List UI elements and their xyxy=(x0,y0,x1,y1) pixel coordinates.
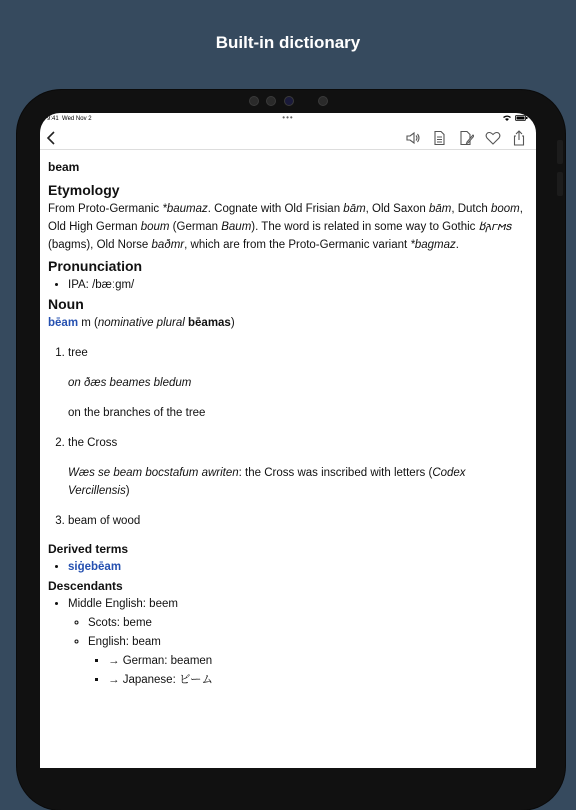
example-quote: on ðæs beames bledum xyxy=(68,377,192,389)
pronunciation-list xyxy=(48,276,528,295)
descendant-item: ▪ → German: beamen xyxy=(108,652,528,671)
navigation-bar xyxy=(40,127,536,150)
example-quote: Wæs se beam bocstafum awriten: the Cross was inscribed with letters (Codex Vercillensis) xyxy=(68,467,466,497)
definition-item xyxy=(68,512,528,530)
app-screen xyxy=(40,113,536,768)
derived-heading: Derived terms xyxy=(48,542,129,556)
headword-line: bēam m (nominative plural bēamas) xyxy=(48,317,235,329)
status-time xyxy=(47,116,92,122)
heart-icon[interactable] xyxy=(485,130,501,146)
share-icon[interactable] xyxy=(511,130,527,146)
headword-link[interactable]: bēam xyxy=(48,317,79,329)
page-headline: Built-in dictionary xyxy=(215,33,361,52)
chevron-left-icon[interactable] xyxy=(44,130,60,146)
camera-dot xyxy=(249,96,259,106)
definition-text: 3. beam of wood xyxy=(68,515,141,527)
definition-item xyxy=(68,434,528,500)
document-icon[interactable] xyxy=(431,130,447,146)
definition-text: 1. tree xyxy=(68,347,88,359)
descendant-sublist xyxy=(68,614,528,690)
descendant-item: ▪ → Japanese: ビーム xyxy=(108,671,528,690)
dictionary-entry xyxy=(48,155,528,690)
date-label: Wed Nov 2 xyxy=(62,116,92,122)
derived-item xyxy=(68,558,528,577)
definition-item xyxy=(68,344,528,422)
descendants-list xyxy=(48,595,528,690)
descendant-item: • Middle English: beem ◦ Scots: beme ◦ English: beam ▪ → German: beamen ▪ → Japanese: ビーム xyxy=(68,595,528,690)
status-icons xyxy=(503,115,528,121)
definition-list xyxy=(48,344,528,530)
noun-heading: Noun xyxy=(48,296,84,312)
descendants-heading: Descendants xyxy=(48,579,123,593)
pronunciation-heading: Pronunciation xyxy=(48,258,143,274)
wifi-icon xyxy=(503,115,511,121)
side-button xyxy=(557,172,563,196)
descendant-item: ◦ Scots: beme xyxy=(88,614,528,633)
descendant-item: ◦ English: beam ▪ → German: beamen ▪ → Japanese: ビーム xyxy=(88,633,528,690)
definition-text: 2. the Cross xyxy=(68,437,118,449)
side-button xyxy=(557,140,563,164)
descendant-sublist xyxy=(88,652,528,690)
multitask-dots[interactable]: ••• xyxy=(282,113,294,122)
battery-icon xyxy=(515,115,528,121)
derived-list xyxy=(48,558,528,577)
derived-link[interactable]: siġebēam xyxy=(68,561,122,573)
etymology-text: From Proto-Germanic *baumaz. Cognate with Old Frisian bām, Old Saxon bām, Dutch boom, Old High German boum (German Baum). The word is related in some way to Gothic 𐌱𐌰𐌲𐌼𐍃 (bagms), Old Norse baðmr, which are from the Proto-Germanic variant *bagmaz. xyxy=(48,203,523,251)
camera-dot xyxy=(284,96,294,106)
etymology-heading: Etymology xyxy=(48,182,120,198)
ipa-item: • IPA: /bæːɡm/ xyxy=(68,276,528,295)
time-label: 9:41 xyxy=(47,116,59,122)
status-bar xyxy=(40,113,536,127)
entry-word: beam xyxy=(48,160,80,174)
example-translation: on the branches of the tree xyxy=(68,407,206,419)
speaker-icon[interactable] xyxy=(405,130,421,146)
edit-icon[interactable] xyxy=(458,130,474,146)
camera-dot xyxy=(266,96,276,106)
camera-dot xyxy=(318,96,328,106)
